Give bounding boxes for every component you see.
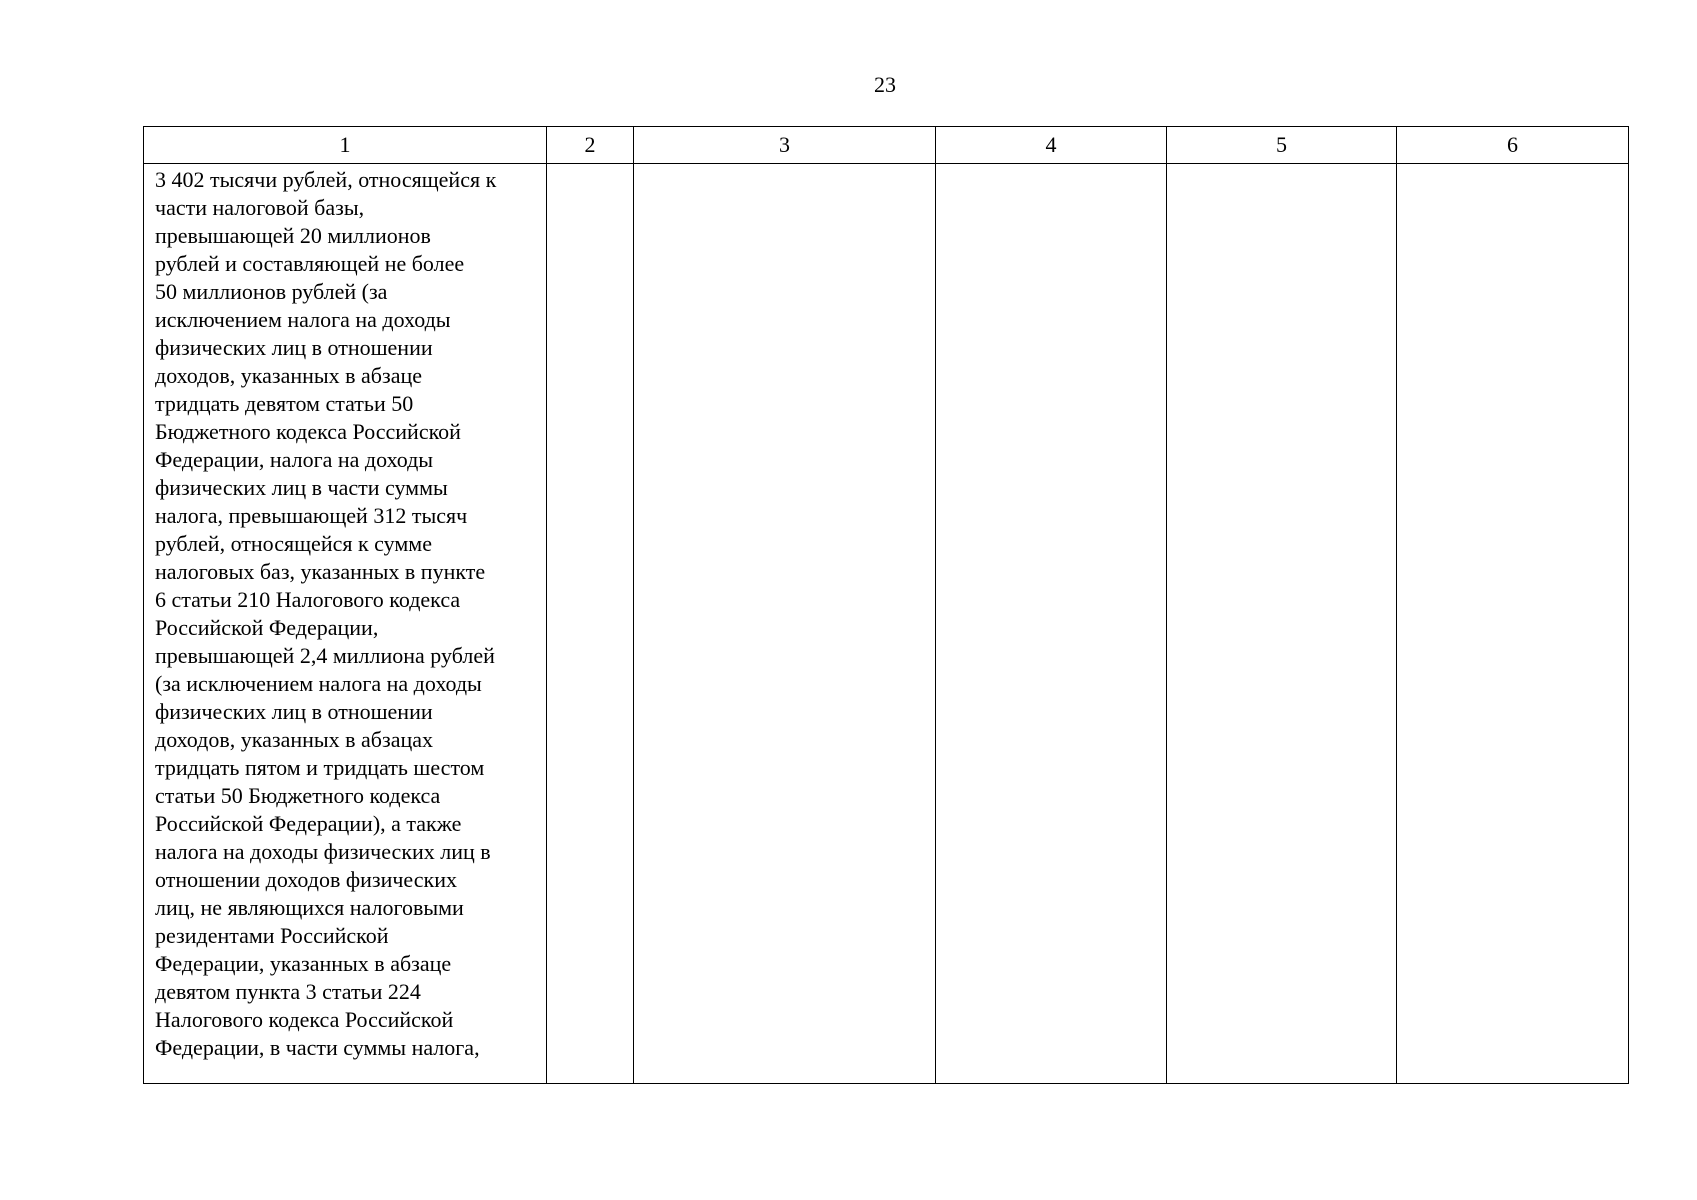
description-line: резидентами Российской bbox=[155, 923, 389, 948]
column-header-4: 4 bbox=[936, 127, 1167, 164]
description-line: девятом пункта 3 статьи 224 bbox=[155, 979, 421, 1004]
description-line: Федерации, указанных в абзаце bbox=[155, 951, 452, 976]
description-line: отношении доходов физических bbox=[155, 867, 457, 892]
description-line: тридцать девятом статьи 50 bbox=[155, 391, 414, 416]
description-line: тридцать пятом и тридцать шестом bbox=[155, 755, 485, 780]
description-line: налога, превышающей 312 тысяч bbox=[155, 503, 468, 528]
description-line: исключением налога на доходы bbox=[155, 307, 451, 332]
column-header-6: 6 bbox=[1397, 127, 1629, 164]
description-line: Федерации, в части суммы налога, bbox=[155, 1035, 480, 1060]
description-line: превышающей 2,4 миллиона рублей bbox=[155, 643, 495, 668]
column-header-3: 3 bbox=[634, 127, 936, 164]
description-line: превышающей 20 миллионов bbox=[155, 223, 431, 248]
description-line: налога на доходы физических лиц в bbox=[155, 839, 491, 864]
description-line: 50 миллионов рублей (за bbox=[155, 279, 388, 304]
description-line: Бюджетного кодекса Российской bbox=[155, 419, 461, 444]
cell-col-2 bbox=[547, 164, 634, 1084]
description-line: рублей и составляющей не более bbox=[155, 251, 465, 276]
description-line: 3 402 тысячи рублей, относящейся к bbox=[155, 167, 497, 192]
description-line: (за исключением налога на доходы bbox=[155, 671, 482, 696]
column-header-2: 2 bbox=[547, 127, 634, 164]
cell-col-5 bbox=[1167, 164, 1397, 1084]
page-number: 23 bbox=[874, 72, 896, 97]
description-line: физических лиц в части суммы bbox=[155, 475, 448, 500]
cell-col-6 bbox=[1397, 164, 1629, 1084]
budget-table bbox=[143, 126, 1629, 1084]
description-line: доходов, указанных в абзацах bbox=[155, 727, 433, 752]
description-line: рублей, относящейся к сумме bbox=[155, 531, 432, 556]
description-line: части налоговой базы, bbox=[155, 195, 365, 220]
description-line: налоговых баз, указанных в пункте bbox=[155, 559, 486, 584]
description-line: Российской Федерации), а также bbox=[155, 811, 462, 836]
cell-description bbox=[144, 164, 547, 1084]
description-line: статьи 50 Бюджетного кодекса bbox=[155, 783, 441, 808]
column-header-1: 1 bbox=[144, 127, 547, 164]
description-line: лиц, не являющихся налоговыми bbox=[155, 895, 464, 920]
column-header-5: 5 bbox=[1167, 127, 1397, 164]
table-header-row bbox=[144, 127, 1629, 164]
description-line: Федерации, налога на доходы bbox=[155, 447, 434, 472]
table-row bbox=[144, 164, 1629, 1084]
description-line: Российской Федерации, bbox=[155, 615, 379, 640]
description-line: 6 статьи 210 Налогового кодекса bbox=[155, 587, 461, 612]
cell-col-3 bbox=[634, 164, 936, 1084]
description-line: физических лиц в отношении bbox=[155, 335, 433, 360]
description-line: доходов, указанных в абзаце bbox=[155, 363, 422, 388]
description-line: Налогового кодекса Российской bbox=[155, 1007, 454, 1032]
cell-col-4 bbox=[936, 164, 1167, 1084]
description-text bbox=[144, 164, 546, 1062]
description-line: физических лиц в отношении bbox=[155, 699, 433, 724]
